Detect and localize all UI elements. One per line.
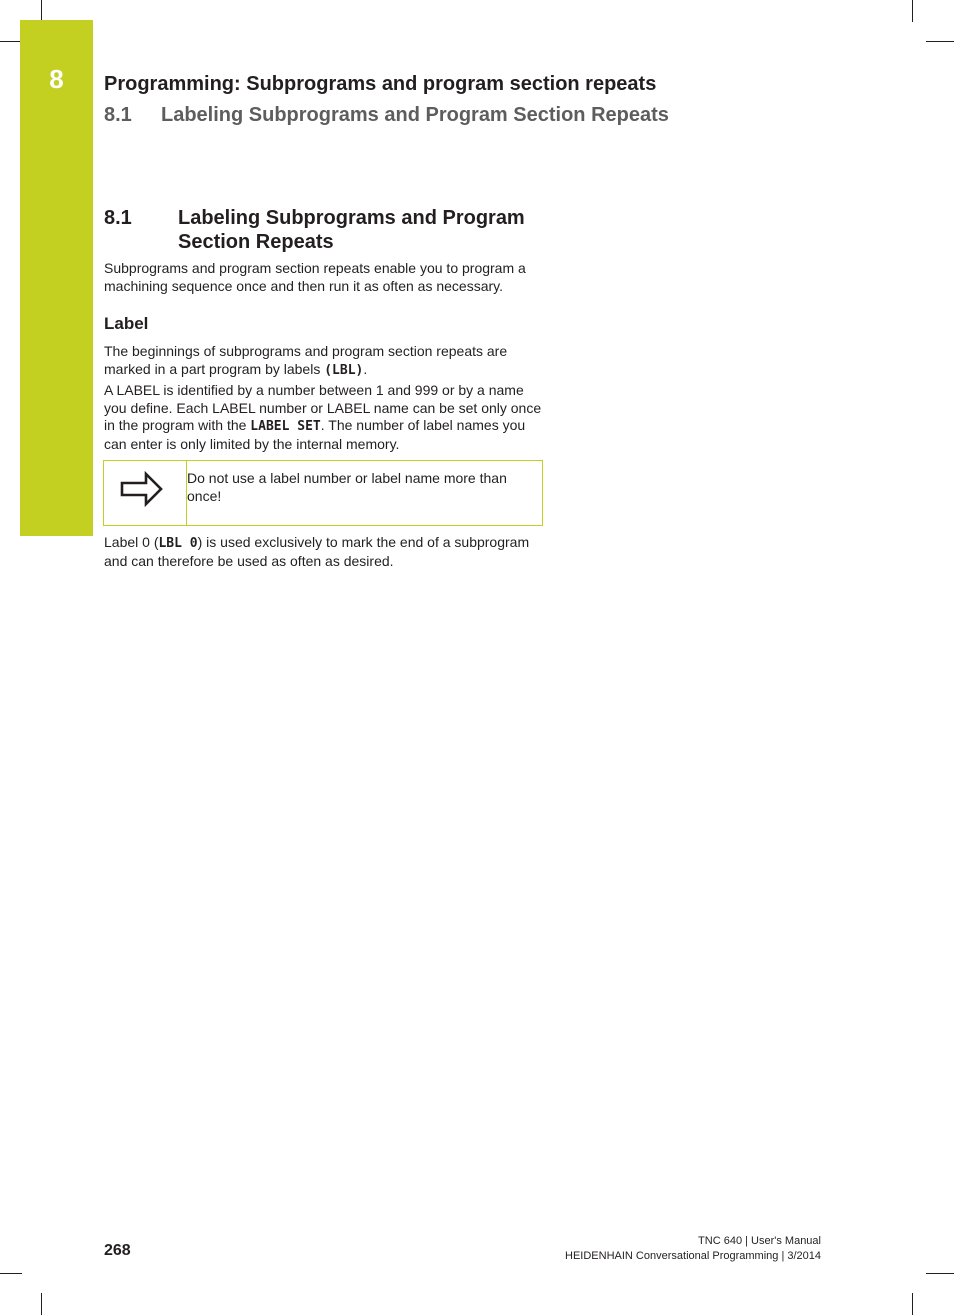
paragraph-text: . The number of label names you can enter is only limited by the internal memory. [104,417,526,452]
paragraph-label-intro [104,343,549,379]
note-box [103,460,543,526]
running-header-section-title: Labeling Subprograms and Program Section Repeats [161,104,669,126]
footer-line2: HEIDENHAIN Conversational Programming | 3/2014 [565,1250,821,1262]
code-label-set: LABEL SET [250,419,321,434]
crop-mark [0,1273,22,1274]
paragraph-text: A LABEL is identified by a number between 1 and 999 or by a name you define. Each LABEL number or LABEL name can be set only once in the program with the [104,382,542,433]
paragraph-label-zero [104,534,549,570]
chapter-tab [20,20,93,536]
paragraph-text: . [363,360,368,377]
section-number: 8.1 [104,207,132,229]
arrow-right-icon [120,471,164,512]
chapter-number: 8 [49,64,64,94]
code-lbl-0: LBL 0 [158,536,198,551]
page-number: 268 [104,1242,131,1259]
section-heading [104,206,564,254]
section-intro: Subprograms and program section repeats enable you to program a machining sequence once and then run it as often as necessary. [104,260,526,294]
crop-mark [41,0,42,22]
paragraph-text: ) is used exclusively to mark the end of a subprogram and can therefore be used as often as desired. [104,534,530,569]
running-header-section [104,104,669,127]
paragraph-label-identifier [104,382,549,453]
running-header-chapter: Programming: Subprograms and program section repeats [104,73,657,95]
running-header-section-number: 8.1 [104,104,132,126]
paragraph-text: The beginnings of subprograms and program section repeats are marked in a part program by labels [104,343,508,377]
footer-line1: TNC 640 | User's Manual [698,1235,821,1247]
crop-mark [912,1293,913,1315]
crop-mark [912,0,913,22]
footer-info [565,1234,821,1264]
crop-mark [926,1273,954,1274]
code-lbl: (LBL) [324,362,364,378]
subsection-heading: Label [104,314,149,333]
paragraph-text: Label 0 ( [104,534,159,550]
crop-mark [0,41,22,42]
section-title-line2: Section Repeats [178,231,334,253]
section-title-line1: Labeling Subprograms and Program [178,207,525,229]
crop-mark [926,41,954,42]
crop-mark [41,1293,42,1315]
note-text: Do not use a label number or label name more than once! [187,470,507,504]
